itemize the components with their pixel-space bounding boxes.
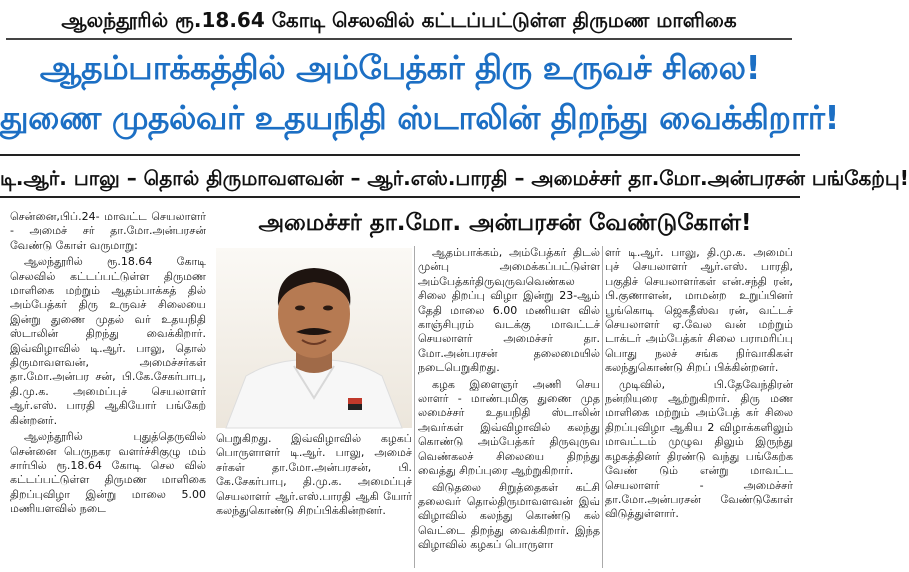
body-paragraph: கழக இளைஞர் அணி செய லாளர் - மாண்புமிகு துணை முத லமைச்சர் உதயநிதி ஸ்டாலின் அவர்கள் இவ்விழாவில் கலந்து கொண்டு அம்பேத்கர் திருவுருவ வெண்கலச் சிலையை திறந்து வைத்து சிறப்புரை ஆற்றுகிறார். — [418, 377, 600, 478]
section-heading: அமைச்சர் தா.மோ. அன்பரசன் வேண்டுகோள்! — [258, 210, 752, 236]
portrait-photo — [216, 248, 412, 428]
column-divider — [414, 246, 415, 568]
body-paragraph: ஆதம்பாக்கம், அம்பேத்கர் திடல் முன்பு அமைக்கப்பட்டுள்ள அம்பேத்கர்திருவுருவவெண்கல சிலை திறப்பு விழா இன்று 23-ஆம் தேதி மாலை 6.00 மணியள வில் காஞ்சிபுரம் வடக்கு மாவட்டச் செயலாளர் அமைச்சர் தா. மோ.அன்பரசன் தலைமையில் நடைபெறுகிறது. — [418, 246, 600, 375]
article-column-3 — [418, 246, 600, 570]
body-paragraph: ஆலந்தூரில் ரூ.18.64 கோடி செலவில் கட்டப்பட்டுள்ள திருமண மாளிகை மற்றும் ஆதம்பாக்கத் தில் அம்பேத்கர் திரு உருவச் சிலையை இன்று துணை முதல் வர் உதயநிதி ஸ்டாலின் திறந்து வைக்கிறார். இவ்விழாவில் டி.ஆர். பாலு, தொல் திருமாவளவன், அமைச்சர்கள் தா.மோ.அன்பர சன், பி.கே.சேகர்பாபு, தி.மு.க. அமைப்புச் செயலாளர் ஆர்.எஸ். பாரதி ஆகியோர் பங்கேற் கின்றனர். — [10, 255, 206, 427]
dateline-paragraph: சென்னை,பிப்.24- மாவட்ட செயலாளர் - அமைச் சர் தா.மோ.அன்பரசன் வேண்டு கோள் வருமாறு: — [10, 210, 206, 252]
kicker-line: ஆலந்தூரில் ரூ.18.64 கோடி செலவில் கட்டப்பட்டுள்ள திருமண மாளிகை — [6, 4, 792, 40]
body-paragraph: ளர் டி.ஆர். பாலு, தி.மு.க. அமைப் புச் செயலாளர் ஆர்.எஸ். பாரதி, பகுதிச் செயலாளர்கள் என்.சந்தி ரன், பி.குணாளன், மாமன்ற உறுப்பினர் பூங்கொடி ஜெகதீஸ்வ ரன், வட்டச் செயலாளர் ஏ.வேல வன் மற்றும் டாக்டர் அம்பேத்கர் சிலை பராமரிப்பு பொது நலச் சங்க நிர்வாகிகள் கலந்துகொண்டு சிறப் பிக்கின்றனர். — [605, 246, 793, 375]
body-paragraph: முடிவில், பி.தேவேந்திரன் நன்றியுரை ஆற்றுகிறார். திரு மண மாளிகை மற்றும் அம்பேத் கர் சிலை திறப்புவிழா ஆகிய 2 விழாக்களிலும் மாவட்டம் முழுவ திலும் இருந்து கழகத்தினர் திரண்டு வந்து பங்கேற்க வேண் டும் என்று மாவட்ட செயலாளர் - அமைச்சர் தா.மோ.அன்பரசன் வேண்டுகோள் விடுத்துள்ளார். — [605, 377, 793, 521]
headline-primary: ஆதம்பாக்கத்தில் அம்பேத்கர் திரு உருவச் சிலை! — [39, 48, 761, 87]
column-divider — [602, 246, 603, 568]
body-paragraph: விடுதலை சிறுத்தைகள் கட்சி தலைவர் தொல்திருமாவளவன் இவ் விழாவில் கலந்து கொண்டு கல் வெட்டை திறந்து வைக்கிறார். இந்த விழாவில் கழகப் பொருளா — [418, 480, 600, 552]
participants-subline: டி.ஆர். பாலு – தொல் திருமாவளவன் – ஆர்.எஸ்.பாரதி – அமைச்சர் தா.மோ.அன்பரசன் பங்கேற்பு! — [0, 154, 800, 198]
headline-secondary: துணை முதல்வர் உதயநிதி ஸ்டாலின் திறந்து வைக்கிறார்! — [0, 98, 840, 137]
article-column-4 — [605, 246, 793, 570]
body-paragraph: ஆலந்தூரில் புதுத்தெருவில் சென்னை பெருநகர வளர்ச்சிகுழு மம் சார்பில் ரூ.18.64 கோடி செல வில் கட்டப்பட்டுள்ள திருமண மாளிகை திறப்புவிழா இன்று மாலை 5.00 மணியளவில் நடை — [10, 430, 206, 516]
article-column-2 — [216, 432, 412, 566]
portrait-illustration — [216, 248, 412, 428]
article-column-1 — [10, 210, 206, 566]
body-paragraph: பெறுகிறது. இவ்விழாவில் கழகப் பொருளாளர் டி.ஆர். பாலு, அமைச் சர்கள் தா.மோ.அன்பரசன், பி. கே.சேகர்பாபு, தி.மு.க. அமைப்புச் செயலாளர் ஆர்.எஸ்.பாரதி ஆகி யோர் கலந்துகொண்டு சிறப்பிக்கின்றனர். — [216, 432, 412, 518]
